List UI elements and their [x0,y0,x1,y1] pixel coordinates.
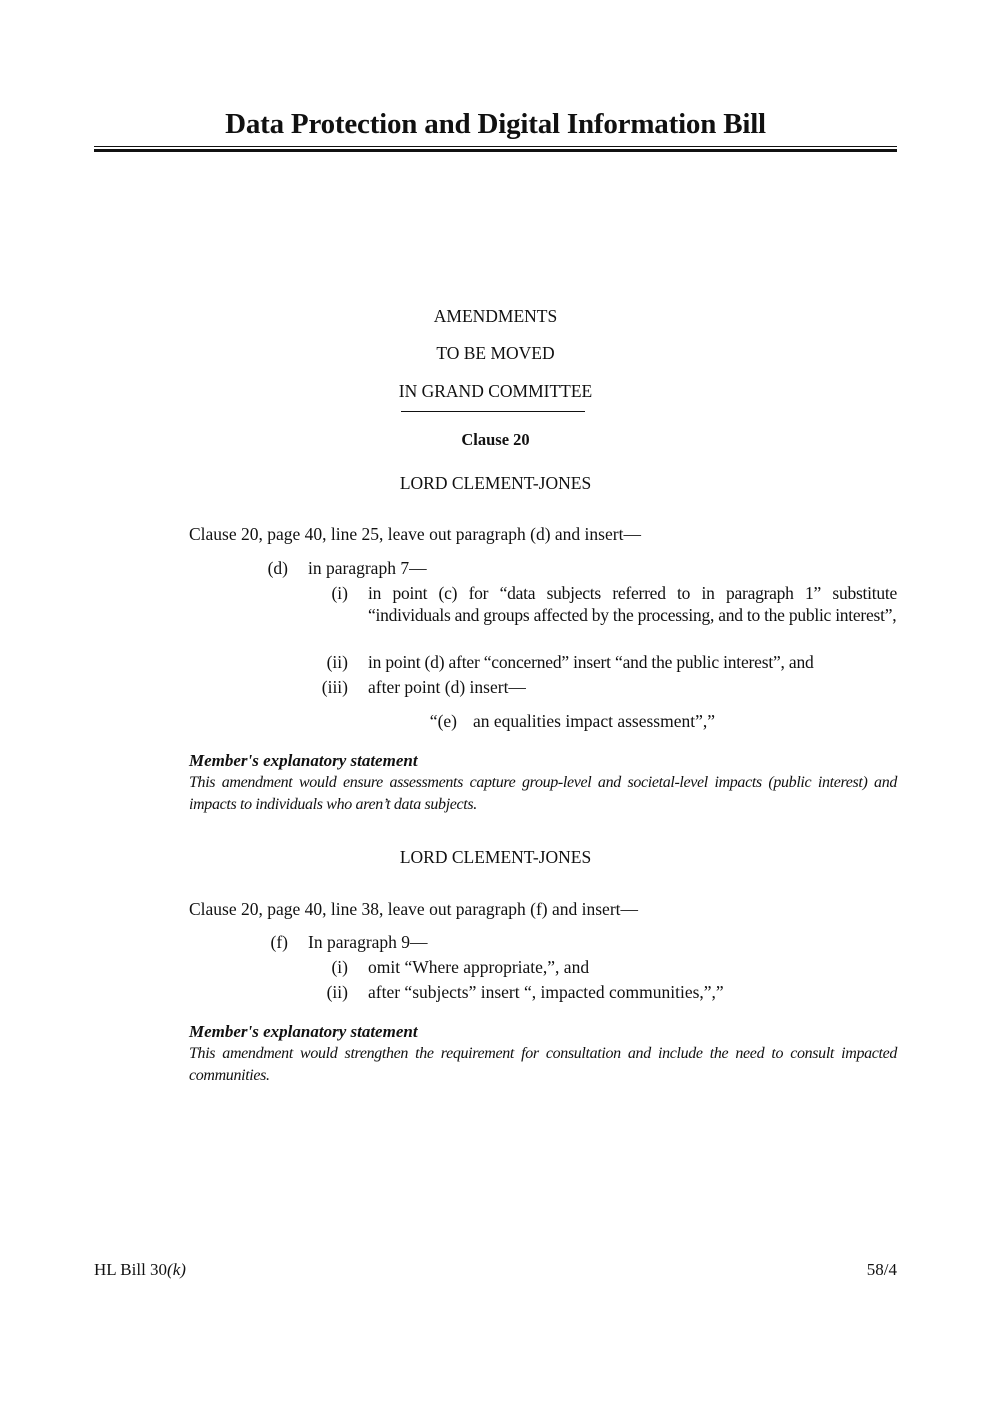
paragraph-text: in paragraph 7— [308,558,427,578]
inserted-text: an equalities impact assessment”,” [473,711,716,731]
explanatory-statement: This amendment would ensure assessments capture group-level and societal-level impacts (public interest) and impacts to individuals who aren’t data subjects. [189,774,897,813]
subitem-label: (ii) [326,982,348,1002]
subitem-label: (i) [331,583,348,603]
explanatory-statement-heading: Member's explanatory statement [189,751,418,770]
subitem-label: (ii) [326,652,348,672]
heading-amendments: AMENDMENTS [433,306,558,326]
subitem-text: after “subjects” insert “, impacted communities,”,” [368,982,724,1002]
subitem-text: in point (c) for “data subjects referred to in paragraph 1” substitute “individuals and groups affected by the processing, and to the public interest”, [368,583,897,625]
heading-grand-committee: IN GRAND COMMITTEE [398,381,593,401]
subitem-text: after point (d) insert— [368,677,526,697]
title-rule-thick [94,149,897,152]
heading-rule [401,411,585,412]
explanatory-statement-heading: Member's explanatory statement [189,1022,418,1041]
inserted-label: “(e) [429,711,457,731]
paragraph-label: (f) [270,932,288,952]
subitem-text: omit “Where appropriate,”, and [368,957,590,977]
paragraph-text: In paragraph 9— [308,932,428,952]
explanatory-statement: This amendment would strengthen the requirement for consultation and include the need to consult impacted communities. [189,1045,897,1084]
bill-reference [94,1259,186,1281]
subitem-label: (i) [331,957,348,977]
title-rule-thin [94,146,897,147]
amendment-instruction: Clause 20, page 40, line 38, leave out paragraph (f) and insert— [189,899,639,919]
paragraph-label: (d) [267,558,288,578]
document-title: Data Protection and Digital Information Bill [225,108,766,140]
amendment-instruction: Clause 20, page 40, line 25, leave out paragraph (d) and insert— [189,524,641,544]
bill-reference-suffix: (k) [167,1260,186,1279]
subitem-label: (iii) [321,677,348,697]
member-name: LORD CLEMENT-JONES [399,473,592,493]
clause-heading: Clause 20 [461,430,530,449]
bill-reference-main: HL Bill 30 [94,1260,168,1279]
heading-to-be-moved: TO BE MOVED [436,343,555,363]
subitem-text: in point (d) after “concerned” insert “and the public interest”, and [368,652,814,672]
page-reference: 58/4 [866,1260,897,1279]
member-name: LORD CLEMENT-JONES [399,847,592,867]
